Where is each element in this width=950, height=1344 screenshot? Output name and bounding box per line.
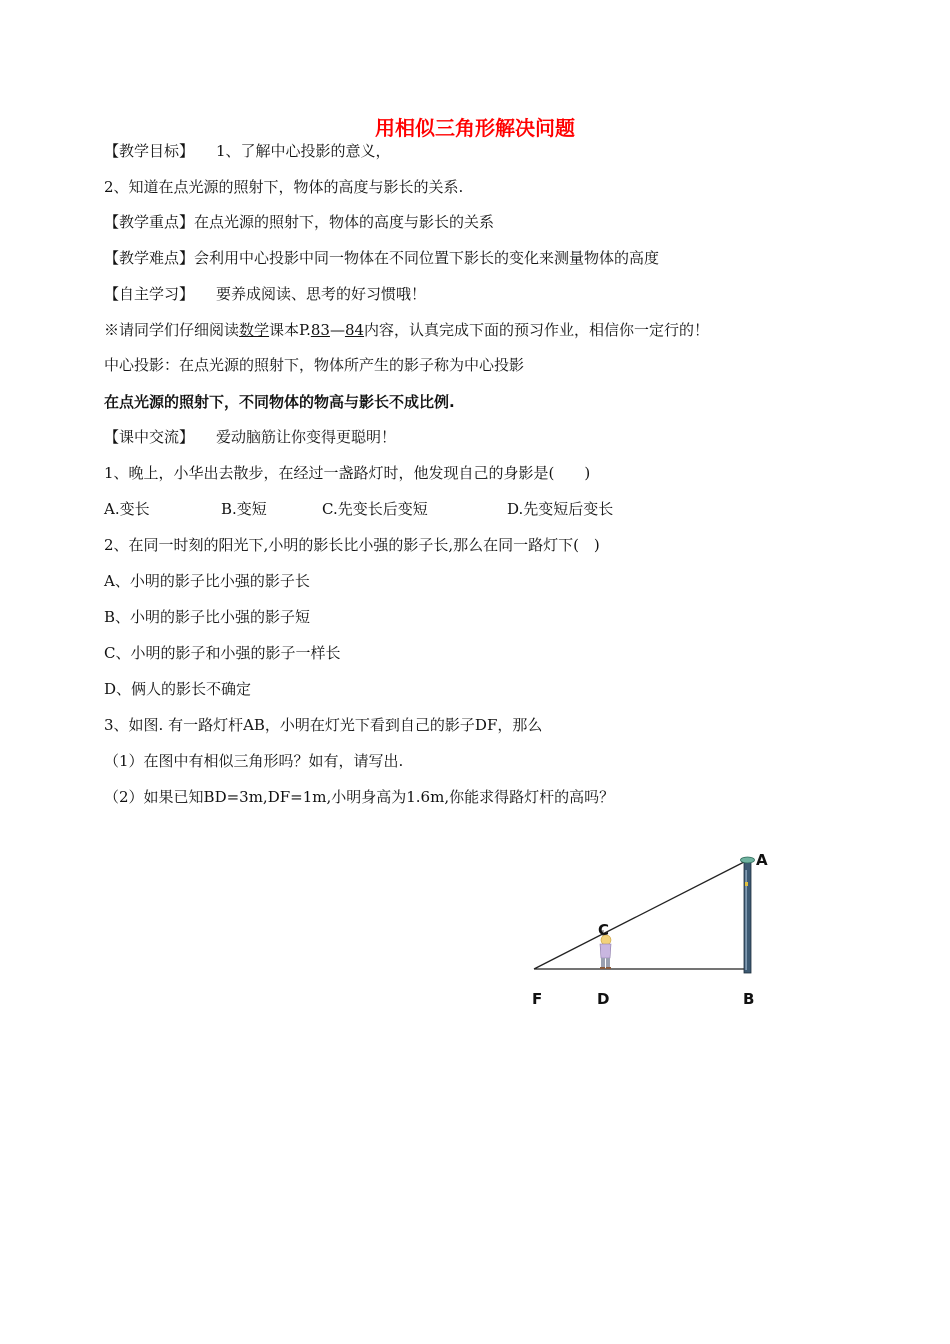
difficulty-text: 会利用中心投影中同一物体在不同位置下影长的变化来测量物体的高度 xyxy=(194,249,660,267)
goal-line-1 xyxy=(104,141,391,161)
key-text: 在点光源的照射下，物体的高度与影长的关系 xyxy=(194,213,495,231)
question-3-part-2: （2）如果已知BD=3m,DF=1m,小明身高为1.6m,你能求得路灯杆的高吗？ xyxy=(104,788,615,806)
question-3: 3、如图. 有一路灯杆AB，小明在灯光下看到自己的影子DF，那么 xyxy=(104,716,543,734)
class-label: 【课中交流】 xyxy=(104,428,195,446)
reading-instruction xyxy=(104,320,709,340)
label-f: F xyxy=(532,990,543,1008)
reading-subject: 数学 xyxy=(239,321,270,339)
self-study-label: 【自主学习】 xyxy=(104,285,195,303)
lamp-post-figure xyxy=(520,848,790,1018)
label-d: D xyxy=(597,990,610,1008)
label-b: B xyxy=(743,990,755,1008)
q1-option-c: C.先变长后变短 xyxy=(322,500,428,518)
q1-option-a: A.变长 xyxy=(104,500,150,518)
q2-option-d: D、俩人的影长不确定 xyxy=(104,680,252,698)
central-projection-definition: 中心投影：在点光源的照射下，物体所产生的影子称为中心投影 xyxy=(104,356,525,374)
lamp-post xyxy=(741,857,755,973)
question-1-options xyxy=(104,499,613,519)
label-a: A xyxy=(756,851,768,869)
difficulty-line xyxy=(104,248,659,268)
bold-rule: 在点光源的照射下，不同物体的物高与影长不成比例. xyxy=(104,393,455,411)
class-exchange-line xyxy=(104,427,396,447)
reading-page-start: 83 xyxy=(310,321,330,339)
class-text: 爱动脑筋让你变得更聪明！ xyxy=(216,428,397,446)
reading-text-a: ※请同学们仔细阅读 xyxy=(104,321,240,339)
light-ray-line xyxy=(534,861,746,969)
reading-text-g: 内容，认真完成下面的预习作业，相信你一定行的！ xyxy=(364,321,710,339)
page-title: 用相似三角形解决问题 xyxy=(375,116,575,140)
key-point-line xyxy=(104,212,494,232)
difficulty-label: 【教学难点】 xyxy=(104,249,195,267)
reading-text-c: 课本P. xyxy=(269,321,311,339)
q1-option-b: B.变短 xyxy=(221,500,267,518)
self-study-line xyxy=(104,284,426,304)
self-study-text: 要养成阅读、思考的好习惯哦！ xyxy=(216,285,427,303)
goal-label: 【教学目标】 xyxy=(104,142,195,160)
reading-page-end: 84 xyxy=(344,321,365,339)
key-label: 【教学重点】 xyxy=(104,213,195,231)
question-3-part-1: （1）在图中有相似三角形吗？如有，请写出. xyxy=(104,752,404,770)
q2-option-c: C、小明的影子和小强的影子一样长 xyxy=(104,644,341,662)
question-2: 2、在同一时刻的阳光下,小明的影长比小强的影子长,那么在同一路灯下( ) xyxy=(104,536,600,554)
label-c: C xyxy=(598,921,610,939)
q1-option-d: D.先变短后变长 xyxy=(507,500,614,518)
q2-option-a: A、小明的影子比小强的影子长 xyxy=(104,572,310,590)
q2-option-b: B、小明的影子比小强的影子短 xyxy=(104,608,311,626)
goal-line-2: 2、知道在点光源的照射下，物体的高度与影长的关系. xyxy=(104,178,464,196)
question-1: 1、晚上，小华出去散步，在经过一盏路灯时，他发现自己的身影是( ) xyxy=(104,464,591,482)
reading-dash: — xyxy=(329,321,345,339)
goal-text-1: 1、了解中心投影的意义， xyxy=(216,142,391,160)
